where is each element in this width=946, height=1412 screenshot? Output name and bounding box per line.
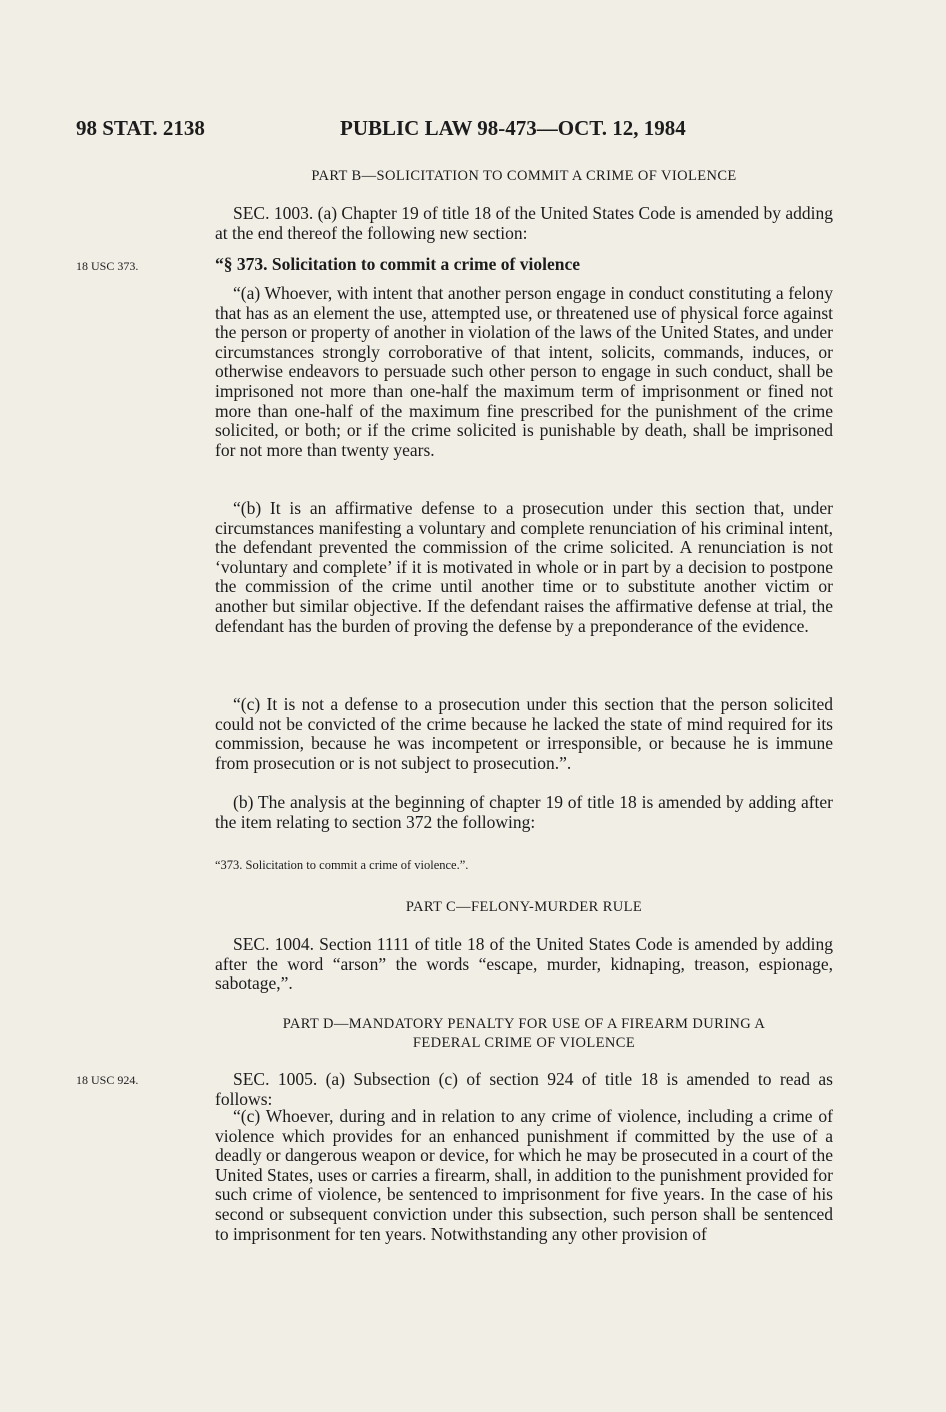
part-b-heading: PART B—SOLICITATION TO COMMIT A CRIME OF VIOLENCE	[311, 168, 737, 184]
margin-note-373: 18 USC 373.	[76, 259, 139, 273]
section-373-para-b: “(b) It is an affirmative defense to a prosecution under this section that, under circumstances manifesting a voluntary and complete renunciation of his criminal intent, the defendant prevented the commission of the crime solicited. A renunciation is not ‘voluntary and complete’ if it is motivated in whole or in part by a decision to postpone the commission of the crime until another time or to substitute another victim or another but similar objective. If the defendant raises the affirmative defense at trial, the defendant has the burden of proving the defense by a preponderance of the evidence.	[215, 498, 833, 636]
part-d-intro: SEC. 1005. (a) Subsection (c) of section 924 of title 18 is amended to read as follows:	[215, 1069, 833, 1109]
section-373-para-a: “(a) Whoever, with intent that another person engage in conduct constituting a felony that has as an element the use, attempted use, or threatened use of physical force against the person or property of another in violation of the laws of the United States, and under circumstances strongly corroborative of that intent, solicits, commands, induces, or otherwise endeavors to persuade such other person to engage in such conduct, shall be imprisoned not more than one-half the maximum term of imprisonment or fined not more than one-half of the maximum fine prescribed for the punishment of the crime solicited, or both; or if the crime solicited is punishable by death, shall be imprisoned for not more than twenty years.	[215, 283, 833, 460]
part-d-heading-line1: PART D—MANDATORY PENALTY FOR USE OF A FIREARM DURING A	[282, 1016, 766, 1032]
analysis-item: “373. Solicitation to commit a crime of violence.”.	[215, 858, 469, 872]
part-c-heading: PART C—FELONY-MURDER RULE	[405, 899, 643, 915]
chapter-analysis-amendment: (b) The analysis at the beginning of chapter 19 of title 18 is amended by adding after the item relating to section 372 the following:	[215, 792, 833, 832]
section-373-title: “§ 373. Solicitation to commit a crime of violence	[215, 254, 580, 274]
section-373-para-c: “(c) It is not a defense to a prosecution under this section that the person solicited could not be convicted of the crime because he lacked the state of mind required for its commission, because he was incompetent or irresponsible, or because he is immune from prosecution or is not subject to prosecution.”.	[215, 694, 833, 773]
page-title: PUBLIC LAW 98-473—OCT. 12, 1984	[340, 116, 686, 140]
part-c-body: SEC. 1004. Section 1111 of title 18 of the United States Code is amended by adding after the word “arson” the words “escape, murder, kidnaping, treason, espionage, sabotage,”.	[215, 934, 833, 994]
margin-note-924: 18 USC 924.	[76, 1073, 139, 1087]
part-b-intro: SEC. 1003. (a) Chapter 19 of title 18 of the United States Code is amended by adding at the end thereof the following new section:	[215, 203, 833, 243]
part-d-heading-line2: FEDERAL CRIME OF VIOLENCE	[412, 1035, 636, 1051]
section-924c-text: “(c) Whoever, during and in relation to any crime of violence, including a crime of violence which provides for an enhanced punishment if committed by the use of a deadly or dangerous weapon or device, for which he may be prosecuted in a court of the United States, uses or carries a firearm, shall, in addition to the punishment provided for such crime of violence, be sentenced to imprisonment for five years. In the case of his second or subsequent conviction under this subsection, such person shall be sentenced to imprisonment for ten years. Notwithstanding any other provision of	[215, 1106, 833, 1244]
stat-reference: 98 STAT. 2138	[76, 116, 205, 140]
